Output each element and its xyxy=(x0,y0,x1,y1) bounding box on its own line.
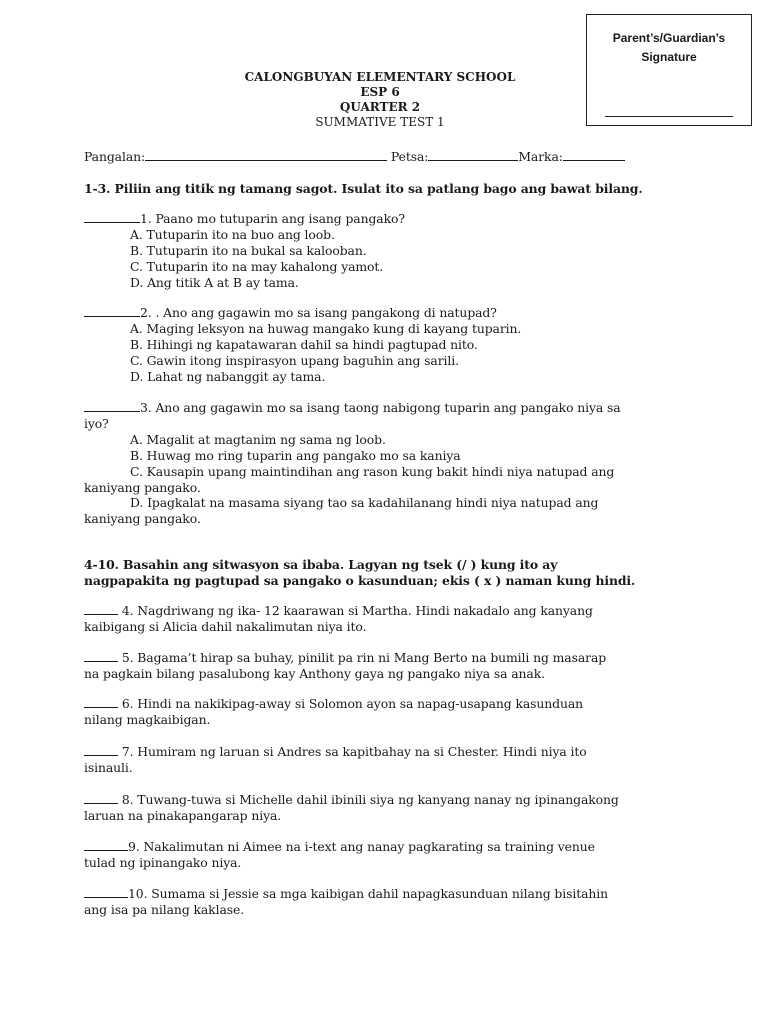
item-7 xyxy=(84,744,587,760)
item-4 xyxy=(84,603,593,619)
item-8-line1: 8. Tuwang-tuwa si Michelle dahil ibinili siya ng kanyang nanay ng ipinangakong xyxy=(121,792,619,807)
item-5-line1: 5. Bagama’t hirap sa buhay, pinilit pa rin ni Mang Berto na bumili ng masarap xyxy=(121,650,607,665)
q2-option-d: D. Lahat ng nabanggit ay tama. xyxy=(130,369,326,384)
part2-instruction-line2: nagpapakita ng pagtupad sa pangako o kasunduan; ekis ( x ) naman kung hindi. xyxy=(84,573,636,588)
q3-option-c-cont: kaniyang pangako. xyxy=(84,480,201,495)
item-4-line1: 4. Nagdriwang ng ika- 12 kaarawan si Martha. Hindi nakadalo ang kanyang xyxy=(121,603,593,618)
q1-option-d: D. Ang titik A at B ay tama. xyxy=(130,275,299,290)
question-3-stem: 3. Ano ang gagawin mo sa isang taong nabigong tuparin ang pangako niya sa xyxy=(140,400,621,415)
q2-option-a: A. Maging leksyon na huwag mangako kung di kayang tuparin. xyxy=(130,321,522,336)
answer-blank-7[interactable] xyxy=(84,744,118,756)
item-6 xyxy=(84,696,583,712)
q3-option-a: A. Magalit at magtanim ng sama ng loob. xyxy=(130,432,386,447)
item-8-line2: laruan na pinakapangarap niya. xyxy=(84,808,282,823)
q3-option-c: C. Kausapin upang maintindihan ang rason kung bakit hindi niya natupad ang xyxy=(130,464,615,479)
q3-option-d-cont: kaniyang pangako. xyxy=(84,511,201,526)
answer-blank-6[interactable] xyxy=(84,696,118,708)
q3-option-b: B. Huwag mo ring tuparin ang pangako mo sa kaniya xyxy=(130,448,461,463)
answer-blank-5[interactable] xyxy=(84,650,118,662)
q2-option-c: C. Gawin itong inspirasyon upang baguhin ang sarili. xyxy=(130,353,459,368)
quarter-label: QUARTER 2 xyxy=(339,100,421,114)
signature-box-title xyxy=(587,29,751,67)
subject-label: ESP 6 xyxy=(360,85,400,99)
question-3-stem-cont: iyo? xyxy=(84,416,109,431)
signature-title-line1: Parent’s/Guardian’s xyxy=(612,31,726,45)
signature-line[interactable] xyxy=(605,116,733,117)
answer-blank-4[interactable] xyxy=(84,603,118,615)
item-9-line2: tulad ng ipinangako niya. xyxy=(84,855,242,870)
item-7-line2: isinauli. xyxy=(84,760,133,775)
test-title: SUMMATIVE TEST 1 xyxy=(315,115,445,129)
item-10-line1: 10. Sumama si Jessie sa mga kaibigan dahil napagkasunduan nilang bisitahin xyxy=(128,886,608,901)
part1-instruction: 1-3. Piliin ang titik ng tamang sagot. Isulat ito sa patlang bago ang bawat bilang. xyxy=(84,181,643,196)
item-4-line2: kaibigang si Alicia dahil nakalimutan niya ito. xyxy=(84,619,367,634)
answer-blank-2[interactable] xyxy=(84,305,140,317)
item-8 xyxy=(84,792,619,808)
q1-option-a: A. Tutuparin ito na buo ang loob. xyxy=(130,227,335,242)
date-field[interactable] xyxy=(428,149,518,161)
question-2 xyxy=(84,305,497,321)
answer-blank-3[interactable] xyxy=(84,400,140,412)
item-10-line2: ang isa pa nilang kaklase. xyxy=(84,902,245,917)
student-info-line xyxy=(84,149,625,165)
signature-box xyxy=(586,14,752,126)
q1-option-c: C. Tutuparin ito na may kahalong yamot. xyxy=(130,259,384,274)
answer-blank-9[interactable] xyxy=(84,839,128,851)
item-6-line2: nilang magkaibigan. xyxy=(84,712,211,727)
q2-option-b: B. Hihingi ng kapatawaran dahil sa hindi pagtupad nito. xyxy=(130,337,478,352)
item-10 xyxy=(84,886,608,902)
q1-option-b: B. Tutuparin ito na bukal sa kalooban. xyxy=(130,243,367,258)
item-5-line2: na pagkain bilang pasalubong kay Anthony gaya ng pangako niya sa anak. xyxy=(84,666,545,681)
question-1 xyxy=(84,211,405,227)
item-9 xyxy=(84,839,595,855)
date-label: Petsa: xyxy=(390,149,429,164)
answer-blank-10[interactable] xyxy=(84,886,128,898)
score-label: Marka: xyxy=(518,149,563,164)
school-name: CALONGBUYAN ELEMENTARY SCHOOL xyxy=(244,70,516,84)
document-header xyxy=(230,70,530,130)
q3-option-d: D. Ipagkalat na masama siyang tao sa kadahilanang hindi niya natupad ang xyxy=(130,495,599,510)
part2-instruction-line1: 4-10. Basahin ang sitwasyon sa ibaba. Lagyan ng tsek (/ ) kung ito ay xyxy=(84,557,558,572)
score-field[interactable] xyxy=(563,149,625,161)
item-6-line1: 6. Hindi na nakikipag-away si Solomon ayon sa napag-usapang kasunduan xyxy=(121,696,584,711)
item-9-line1: 9. Nakalimutan ni Aimee na i-text ang nanay pagkarating sa training venue xyxy=(128,839,595,854)
question-1-stem: 1. Paano mo tutuparin ang isang pangako? xyxy=(140,211,405,226)
item-7-line1: 7. Humiram ng laruan si Andres sa kapitbahay na si Chester. Hindi niya ito xyxy=(121,744,587,759)
question-3 xyxy=(84,400,621,416)
answer-blank-8[interactable] xyxy=(84,792,118,804)
answer-blank-1[interactable] xyxy=(84,211,140,223)
item-5 xyxy=(84,650,606,666)
name-label: Pangalan: xyxy=(84,149,146,164)
signature-title-line2: Signature xyxy=(641,50,697,64)
question-2-stem: 2. . Ano ang gagawin mo sa isang pangakong di natupad? xyxy=(140,305,497,320)
name-field[interactable] xyxy=(145,149,387,161)
